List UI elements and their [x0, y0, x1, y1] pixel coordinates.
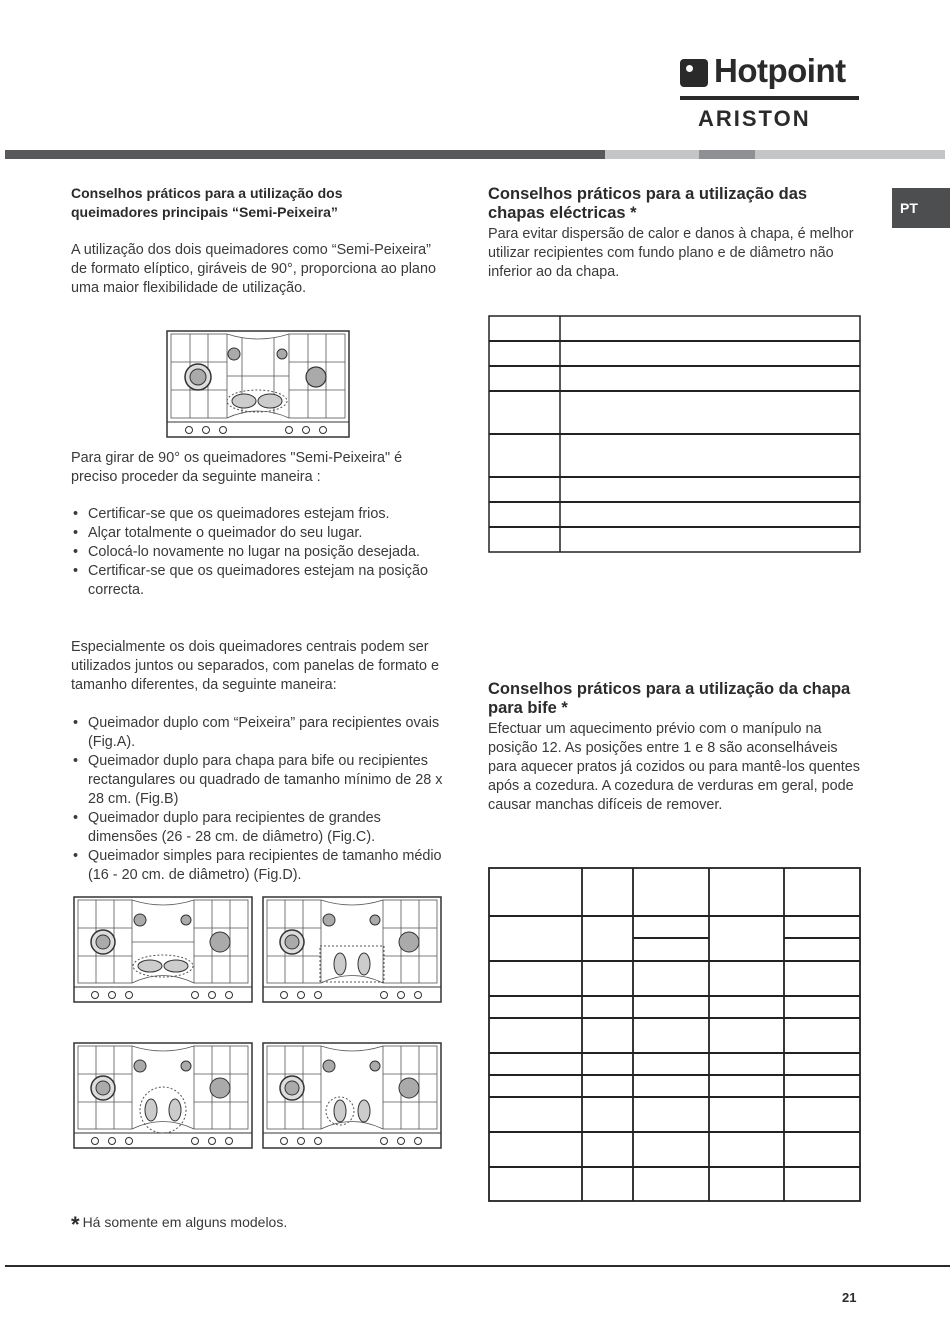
- brand-logo: [680, 52, 860, 131]
- left-intro: A utilização dos dois queimadores como “Semi-Peixeira” de formato elíptico, giráveis de 90°, proporciona ao plano uma maior flexibilidade de utilização.: [71, 242, 436, 296]
- hob-diagram-c: [73, 1042, 253, 1149]
- grill-heading: Conselhos práticos para a utilização da chapa para bife *: [488, 680, 851, 717]
- grill-text: Efectuar um aquecimento prévio com o manípulo na posição 12. As posições entre 1 e 8 são aconselháveis para aquecer pratos já cozidos ou para mantê-los quentes após a cozedura. A cozedura de verduras em geral, pode causar manchas difíceis de remover.: [488, 721, 860, 813]
- list-item: • Alçar totalmente o queimador do seu lugar.: [71, 524, 443, 543]
- left-heading: Conselhos práticos para a utilização dos queimadores principais “Semi-Peixeira”: [71, 185, 343, 220]
- list-item: • Colocá-lo novamente no lugar na posição desejada.: [71, 543, 443, 562]
- hob-diagram-d: [262, 1042, 442, 1149]
- header-bar-dark: [5, 150, 605, 159]
- list-item: • Queimador duplo para chapa para bife ou recipientes rectangulares ou quadrado de tamanho mínimo de 28 x 28 cm. (Fig.B): [71, 752, 443, 809]
- hob-diagram-a: [73, 896, 253, 1003]
- brand-sub: ARISTON: [698, 106, 811, 131]
- rotate-text: Para girar de 90° os queimadores "Semi-Peixeira" é preciso proceder da seguinte maneira :: [71, 450, 403, 485]
- plates-heading: Conselhos práticos para a utilização das chapas eléctricas *: [488, 185, 808, 222]
- brand-mark-icon: [680, 59, 708, 87]
- list-item: • Queimador duplo para recipientes de grandes dimensões (26 - 28 cm. de diâmetro) (Fig.C).: [71, 809, 443, 847]
- list-item: • Queimador simples para recipientes de tamanho médio (16 - 20 cm. de diâmetro) (Fig.D).: [71, 847, 443, 885]
- central-uses-list: [71, 714, 443, 885]
- header-bar-light-end: [755, 150, 945, 159]
- rotate-steps-list: [71, 505, 443, 600]
- header-bar-light: [605, 150, 699, 159]
- list-item: • Certificar-se que os queimadores estejam na posição correcta.: [71, 562, 443, 600]
- footnote: [71, 1212, 287, 1238]
- hob-diagram-main: [166, 330, 350, 438]
- hob-diagram-b: [262, 896, 442, 1003]
- list-item: • Certificar-se que os queimadores estejam frios.: [71, 505, 443, 524]
- page-number: 21: [842, 1290, 857, 1305]
- list-item: • Queimador duplo com “Peixeira” para recipientes ovais (Fig.A).: [71, 714, 443, 752]
- grill-table: [488, 867, 862, 1204]
- footnote-mark: *: [71, 1212, 80, 1237]
- footer-rule: [5, 1265, 950, 1267]
- footnote-text: Há somente em alguns modelos.: [82, 1214, 288, 1230]
- brand-rule: [680, 96, 859, 100]
- language-tab: PT: [892, 188, 950, 228]
- central-text: Especialmente os dois queimadores centrais podem ser utilizados juntos ou separados, com panelas de formato e tamanho diferentes, da seguinte maneira:: [71, 639, 439, 693]
- plates-table: [488, 315, 862, 555]
- header-bar-mid: [699, 150, 755, 159]
- plates-text: Para evitar dispersão de calor e danos à chapa, é melhor utilizar recipientes com fundo plano e de diâmetro não inferior ao da chapa.: [488, 226, 854, 280]
- brand-name: Hotpoint: [714, 52, 846, 89]
